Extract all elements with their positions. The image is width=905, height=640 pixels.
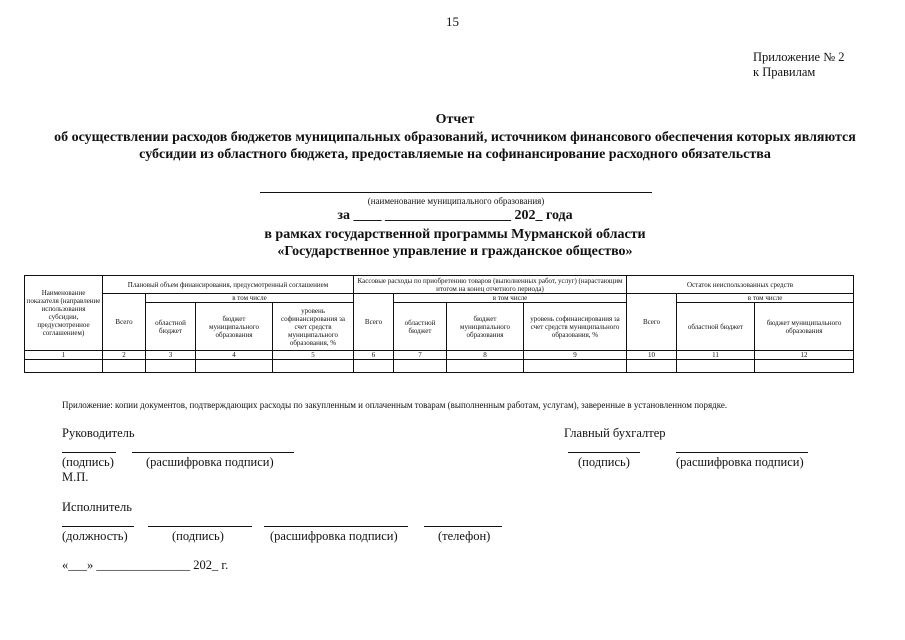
reporting-period: за ____ __________________ 202_ года (337, 208, 573, 223)
header-cash-including: в том числе (394, 294, 627, 303)
accountant-label: Главный бухгалтер (564, 426, 666, 440)
header-cash-municipal: бюджет муниципального образования (447, 303, 524, 351)
col-number: 10 (627, 351, 677, 360)
executor-signature-line (148, 526, 252, 527)
executor-signature-caption: (подпись) (172, 529, 224, 543)
program-line-2: «Государственное управление и гражданское общество» (277, 244, 633, 259)
header-cash-expenses: Кассовые расходы по приобретению товаров (выполненных работ, услуг) (нарастающим итогом на конец отчетного периода) (354, 276, 627, 294)
col-number: 7 (394, 351, 447, 360)
col-number: 11 (677, 351, 755, 360)
executor-decoding-caption: (расшифровка подписи) (270, 529, 398, 543)
date-line: «___» _______________ 202_ г. (62, 558, 229, 572)
col-number: 1 (25, 351, 103, 360)
header-planned-including: в том числе (146, 294, 354, 303)
municipality-caption: (наименование муниципального образования) (367, 196, 545, 206)
header-unused-balance: Остаток неиспользованных средств (627, 276, 854, 294)
header-balance-regional: областной бюджет (677, 303, 755, 351)
col-number: 9 (524, 351, 627, 360)
executor-label: Исполнитель (62, 500, 132, 514)
header-balance-municipal: бюджет муниципального образования (755, 303, 854, 351)
stamp-place: М.П. (62, 470, 89, 484)
accountant-decoding-line (676, 452, 808, 453)
table-row (25, 360, 854, 373)
col-number: 8 (447, 351, 524, 360)
header-planned-regional: областной бюджет (146, 303, 196, 351)
header-cash-total: Всего (354, 294, 394, 351)
col-number: 3 (146, 351, 196, 360)
program-line-1: в рамках государственной программы Мурманской области (264, 227, 646, 242)
header-planned-cofinancing: уровень софинансирования за счет средств муниципального образования, % (273, 303, 354, 351)
report-table (24, 275, 854, 373)
executor-phone-caption: (телефон) (438, 529, 491, 543)
col-number: 6 (354, 351, 394, 360)
accountant-signature-caption: (подпись) (578, 455, 630, 469)
head-decoding-caption: (расшифровка подписи) (146, 455, 274, 469)
col-number: 4 (196, 351, 273, 360)
header-balance-total: Всего (627, 294, 677, 351)
attachment-note: Приложение: копии документов, подтверждающих расходы по закупленным и оплаченным товарам (выполненным работам, услугам), заверенные в установленном порядке. (62, 400, 728, 410)
program-name (40, 226, 870, 260)
col-number: 5 (273, 351, 354, 360)
municipality-underline (260, 192, 652, 193)
report-subtitle: об осуществлении расходов бюджетов муниципальных образований, источником финансового обеспечения которых являются субсидии из областного бюджета, предоставляемые на софинансирование расходного обязательства (54, 130, 856, 162)
header-cash-regional: областной бюджет (394, 303, 447, 351)
col-number: 12 (755, 351, 854, 360)
col-number: 2 (103, 351, 146, 360)
header-cash-cofinancing: уровень софинансирования за счет средств муниципального образования, % (524, 303, 627, 351)
header-indicator-name: Наименование показателя (направление использования субсидии, предусмотренное соглашением) (25, 276, 103, 351)
head-label: Руководитель (62, 426, 135, 440)
header-balance-including: в том числе (677, 294, 854, 303)
appendix-line-1: Приложение № 2 (753, 50, 845, 64)
page-number: 15 (446, 14, 459, 29)
executor-phone-line (424, 526, 502, 527)
appendix-line-2: к Правилам (753, 65, 816, 79)
report-title: Отчет (435, 112, 475, 127)
header-planned-financing: Плановый объем финансирования, предусмотренный соглашением (103, 276, 354, 294)
accountant-signature-line (568, 452, 640, 453)
executor-position-line (62, 526, 134, 527)
appendix-reference (753, 50, 845, 80)
header-planned-total: Всего (103, 294, 146, 351)
executor-decoding-line (264, 526, 408, 527)
accountant-decoding-caption: (расшифровка подписи) (676, 455, 804, 469)
head-signature-caption: (подпись) (62, 455, 114, 469)
head-signature-line (62, 452, 116, 453)
header-planned-municipal: бюджет муниципального образования (196, 303, 273, 351)
head-decoding-line (132, 452, 294, 453)
executor-position-caption: (должность) (62, 529, 128, 543)
